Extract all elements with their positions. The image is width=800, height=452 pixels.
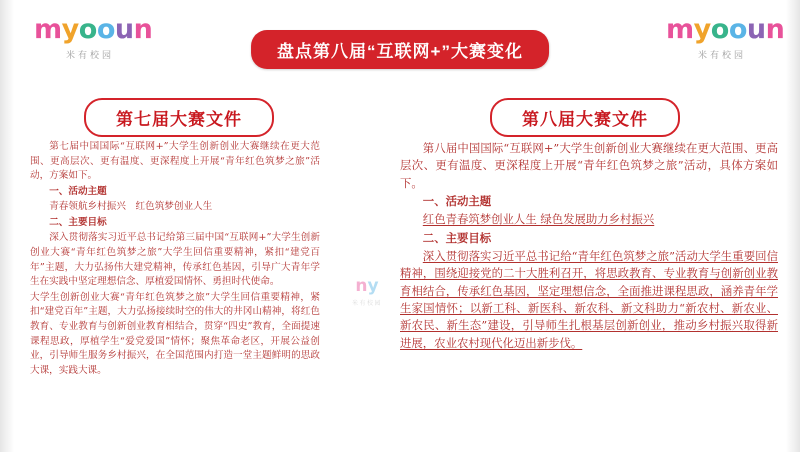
- logo-letter-o1: o: [78, 14, 97, 45]
- logo-letter-y: y: [693, 14, 711, 45]
- right-edge-shadow: [786, 0, 800, 452]
- logo-letter-m: m: [34, 14, 62, 45]
- section-heading: 一、活动主题: [422, 193, 492, 208]
- document-text-eighth: [400, 140, 778, 353]
- page-title: 盘点第八届“互联网+”大赛变化: [251, 30, 549, 69]
- logo-letter-n: n: [133, 14, 153, 45]
- watermark-wordmark: [352, 278, 382, 295]
- column-header-eighth: 第八届大赛文件: [490, 98, 680, 137]
- logo-letter-o2: o: [96, 14, 115, 45]
- watermark: [352, 278, 382, 307]
- column-header-seventh: 第七届大赛文件: [84, 98, 274, 137]
- logo-letter-u: u: [114, 14, 134, 45]
- left-edge-shadow: [0, 0, 14, 452]
- paragraph-highlighted: 深入贯彻落实习近平总书记给“青年红色筑梦之旅”活动大学生重要回信精神，围绕迎接党的二十大胜利召开，将思政教育、专业教育与创新创业教育相结合，传承红色基因，坚定理想信念，全面推进课程思政，涵养青年学生家国情怀；以新工科、新医科、新农科、新文科助力“新农村、新农业、新农民、新生态”建设，引导师生扎根基层创新创业，推动乡村振兴取得新进展，农业农村现代化迈出新步伐。: [400, 248, 778, 350]
- brand-logo-wordmark: [666, 14, 785, 45]
- section-heading: 一、活动主题: [49, 185, 107, 197]
- logo-letter-o1: o: [710, 14, 729, 45]
- brand-logo-subtitle: 米有校园: [65, 50, 114, 60]
- logo-letter-y: y: [61, 14, 79, 45]
- paragraph-highlighted: 红色青春筑梦创业人生 绿色发展助力乡村振兴: [422, 212, 655, 227]
- paragraph: 大学生创新创业大赛“青年红色筑梦之旅”大学生回信重要精神，紧扣“建党百年”主题，大力弘扬接续时空的伟大的井冈山精神，将红色教育、专业教育与创新创业教育相结合，贯穿“四史”教育，全面提速课程思政，厚植学生“爱党爱国”情怀；聚焦革命老区，开展公益创业，引导师生服务乡村振兴，在全国范围内打造一堂主题鲜明的思政大课，实践大课。: [30, 291, 320, 376]
- paragraph: 青春领航乡村振兴 红色筑梦创业人生: [49, 201, 213, 213]
- logo-letter-m: m: [666, 14, 694, 45]
- brand-logo-left: [34, 14, 153, 61]
- section-heading: 二、主要目标: [422, 230, 492, 245]
- paragraph: 深入贯彻落实习近平总书记给第三届中国“互联网+”大学生创新创业大赛“青年红色筑梦之旅”大学生回信重要精神，紧扣“建党百年”主题，大力弘扬伟大建党精神，传承红色基因，引导广大青年学生在实践中坚定理想信念、厚植爱国情怀、勇担时代使命。: [30, 232, 320, 288]
- watermark-subtitle: 米有校园: [352, 301, 383, 307]
- logo-letter-u: u: [746, 14, 766, 45]
- document-text-seventh: [30, 140, 320, 379]
- watermark-letter-n: n: [355, 276, 368, 296]
- brand-logo-subtitle: 米有校园: [697, 50, 746, 60]
- brand-logo-right: [666, 14, 785, 61]
- brand-logo-wordmark: [34, 14, 153, 45]
- paragraph: 第七届中国国际“互联网+”大学生创新创业大赛继续在更大范围、更高层次、更有温度、更深程度上开展“青年红色筑梦之旅”活动，方案如下。: [30, 141, 320, 182]
- logo-letter-o2: o: [728, 14, 747, 45]
- paragraph: 第八届中国国际“互联网+”大学生创新创业大赛继续在更大范围、更高层次、更有温度、更深程度上开展“青年红色筑梦之旅”活动，具体方案如下。: [400, 141, 778, 190]
- section-heading: 二、主要目标: [49, 216, 107, 228]
- logo-letter-n: n: [765, 14, 785, 45]
- watermark-letter-y: y: [367, 276, 379, 296]
